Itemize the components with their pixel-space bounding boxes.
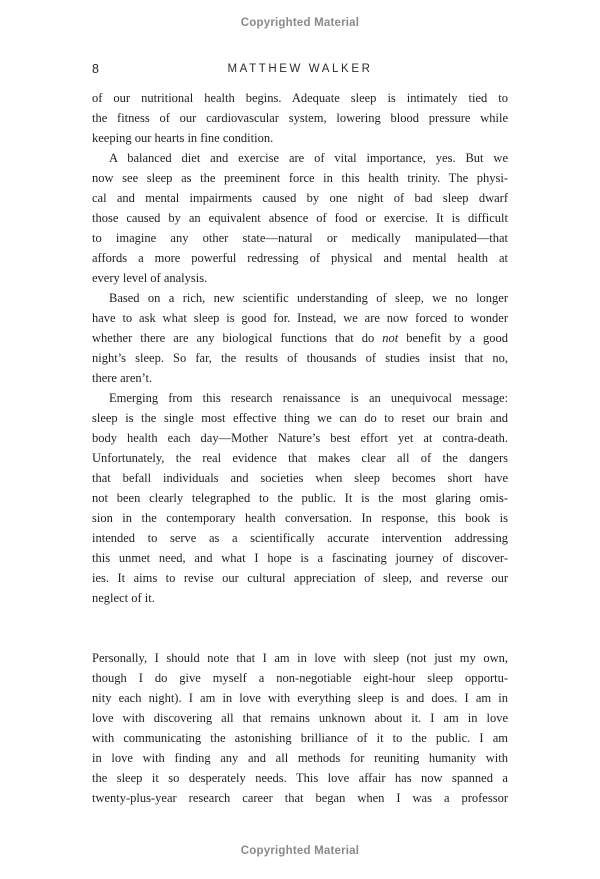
paragraph [92,648,508,808]
text-line: the fitness of our cardiovascular system, lowering blood pressure while [92,111,508,125]
italic-text: not [382,331,399,345]
text-line: not been clearly telegraphed to the public. It is the most glaring omis- [92,491,508,505]
text-line: keeping our hearts in fine condition. [92,131,274,145]
text-line: with communicating the astonishing brilliance of it to the public. I am [92,731,508,745]
text-line: Unfortunately, the real evidence that makes clear all of the dangers [92,451,508,465]
text-line: that befall individuals and societies when sleep becomes short have [92,471,508,485]
text-line: now see sleep as the preeminent force in this health trinity. The physi- [92,171,508,185]
text-line: sion in the contemporary health conversation. In response, this book is [92,511,508,525]
paragraph [92,288,508,388]
text-line: in love with finding any and all methods for reuniting humanity with [92,751,508,765]
text-line: every level of analysis. [92,271,208,285]
text-line: love with discovering all that remains unknown about it. I am in love [92,711,508,725]
text-line: though I do give myself a non-negotiable eight-hour sleep opportu- [92,671,508,685]
paragraph [92,388,508,608]
text-line: Based on a rich, new scientific understanding of sleep, we no longer [109,291,508,305]
paragraph [92,88,508,148]
copyright-notice-top: Copyrighted Material [240,17,360,29]
running-header-title: MATTHEW WALKER [227,63,373,75]
text-line: night’s sleep. So far, the results of thousands of studies insist that no, [92,351,508,365]
text-line: there aren’t. [92,371,153,385]
text-line: the sleep it so desperately needs. This love affair has now spanned a [92,771,508,785]
text-line: cal and mental impairments caused by one night of bad sleep dwarf [92,191,508,205]
text-line: this unmet need, and what I hope is a fascinating journey of discover- [92,551,508,565]
text-line: affords a more powerful redressing of physical and mental health at [92,251,508,265]
text-segment: benefit by a good [398,331,508,345]
page-number: 8 [92,62,100,76]
copyright-notice-bottom: Copyrighted Material [240,845,360,857]
text-line: have to ask what sleep is good for. Instead, we are now forced to wonder [92,311,508,325]
text-line: ies. It aims to revise our cultural appreciation of sleep, and reverse our [92,571,508,585]
running-header [92,61,508,79]
text-line: those caused by an equivalent absence of food or exercise. It is difficult [92,211,508,225]
text-line: Emerging from this research renaissance is an unequivocal message: [109,391,508,405]
text-line: twenty-plus-year research career that began when I was a professor [92,791,508,805]
paragraph [92,148,508,288]
text-line: sleep is the single most effective thing we can do to reset our brain and [92,411,508,425]
page-body [92,88,508,808]
text-line: Personally, I should note that I am in love with sleep (not just my own, [92,651,508,665]
text-line: intended to serve as a scientifically accurate intervention addressing [92,531,508,545]
text-line: of our nutritional health begins. Adequate sleep is intimately tied to [92,91,508,105]
text-line: to imagine any other state—natural or medically manipulated—that [92,231,508,245]
text-line: nity each night). I am in love with everything sleep is and does. I am in [92,691,508,705]
text-segment: whether there are any biological functions that do [92,331,383,345]
text-line [92,328,508,348]
text-line: neglect of it. [92,591,155,605]
text-line: body health each day—Mother Nature’s best effort yet at contra-death. [92,431,508,445]
text-line: A balanced diet and exercise are of vital importance, yes. But we [109,151,508,165]
